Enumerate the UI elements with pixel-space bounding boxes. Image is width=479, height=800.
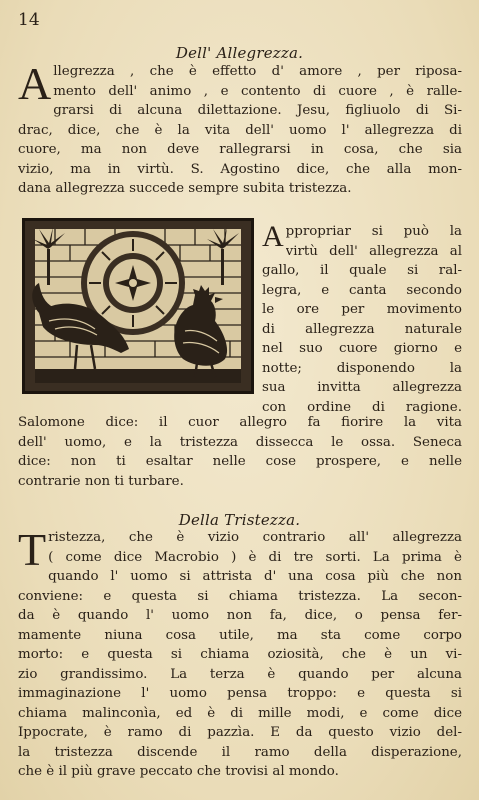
drop-cap: A: [18, 58, 52, 109]
text-line: immaginazione l' uomo pensa troppo: e questa si: [18, 686, 462, 701]
text-line: che è il più grave peccato che trovisi al mondo.: [18, 764, 339, 779]
text-line: notte; disponendo la: [262, 360, 462, 376]
drop-cap: A: [262, 220, 284, 253]
text-line: llegrezza , che è effetto d' amore , per riposa-: [53, 64, 462, 79]
paragraph-allegrezza-intro: [18, 58, 462, 199]
text-line: mento dell' animo , e contento di cuore , è ralle-: [53, 83, 462, 99]
text-line: nel suo cuore giorno e: [262, 341, 462, 356]
text-line: mamente niuna cosa utile, ma sta come corpo: [18, 627, 462, 643]
paragraph-allegrezza-gallo: [262, 222, 462, 417]
text-line: le ore per movimento: [262, 302, 462, 317]
text-line: la tristezza discende il ramo della disperazione,: [18, 744, 462, 760]
woodcut-illustration-rooster-clock: [22, 218, 254, 394]
text-line: dell' uomo, e la tristezza dissecca le ossa. Seneca: [18, 434, 462, 450]
text-line: legra, e canta secondo: [262, 282, 462, 298]
drop-cap: T: [18, 524, 47, 575]
text-line: con ordine di ragione.: [262, 399, 462, 415]
text-line: dana allegrezza succede sempre subita tristezza.: [18, 181, 352, 196]
text-line: ( come dice Macrobio ) è di tre sorti. La prima è: [48, 549, 462, 565]
text-line: zio grandissimo. La terza è quando per alcuna: [18, 666, 462, 682]
text-line: grarsi di alcuna dilettazione. Jesu, figliuolo di Si-: [53, 103, 462, 118]
text-line: cuore, ma non deve rallegrarsi in cosa, che sia: [18, 142, 462, 157]
text-line: di allegrezza naturale: [262, 321, 462, 337]
text-line: drac, dice, che è la vita dell' uomo l' allegrezza di: [18, 122, 462, 138]
text-line: conviene: e questa si chiama tristezza. La secon-: [18, 588, 462, 604]
section-title-allegrezza: Dell' Allegrezza.: [175, 44, 304, 62]
text-line: virtù dell' allegrezza al: [285, 243, 462, 259]
paragraph-tristezza: [18, 524, 462, 782]
woodcut-drawing: [25, 221, 251, 391]
text-line: chiama malinconìa, ed è di mille modi, e come dice: [18, 705, 462, 721]
text-line: quando l' uomo si attrista d' una cosa più che non: [48, 569, 462, 584]
text-line: dice: non ti esaltar nelle cose prospere, e nelle: [18, 454, 462, 469]
text-line: ppropriar si può la: [285, 224, 462, 239]
text-line: Salomone dice: il cuor allegro fa fiorire la vita: [18, 415, 462, 430]
text-line: vizio, ma in virtù. S. Agostino dice, che alla mon-: [18, 161, 462, 177]
text-line: sua invitta allegrezza: [262, 380, 462, 395]
paragraph-allegrezza-salomone: [18, 413, 462, 491]
text-line: contrarie non ti turbare.: [18, 473, 184, 489]
text-line: morto: e questa si chiama oziosità, che è un vi-: [18, 647, 462, 662]
text-line: da è quando l' uomo non fa, dice, o pensa fer-: [18, 608, 462, 623]
page-number: 14: [18, 10, 40, 30]
section-title-tristezza: Della Tristezza.: [178, 511, 301, 529]
text-line: gallo, il quale si ral-: [262, 263, 462, 278]
text-line: ristezza, che è vizio contrario all' allegrezza: [48, 530, 462, 545]
text-line: Ippocrate, è ramo di pazzìa. E da questo vizio del-: [18, 725, 462, 740]
